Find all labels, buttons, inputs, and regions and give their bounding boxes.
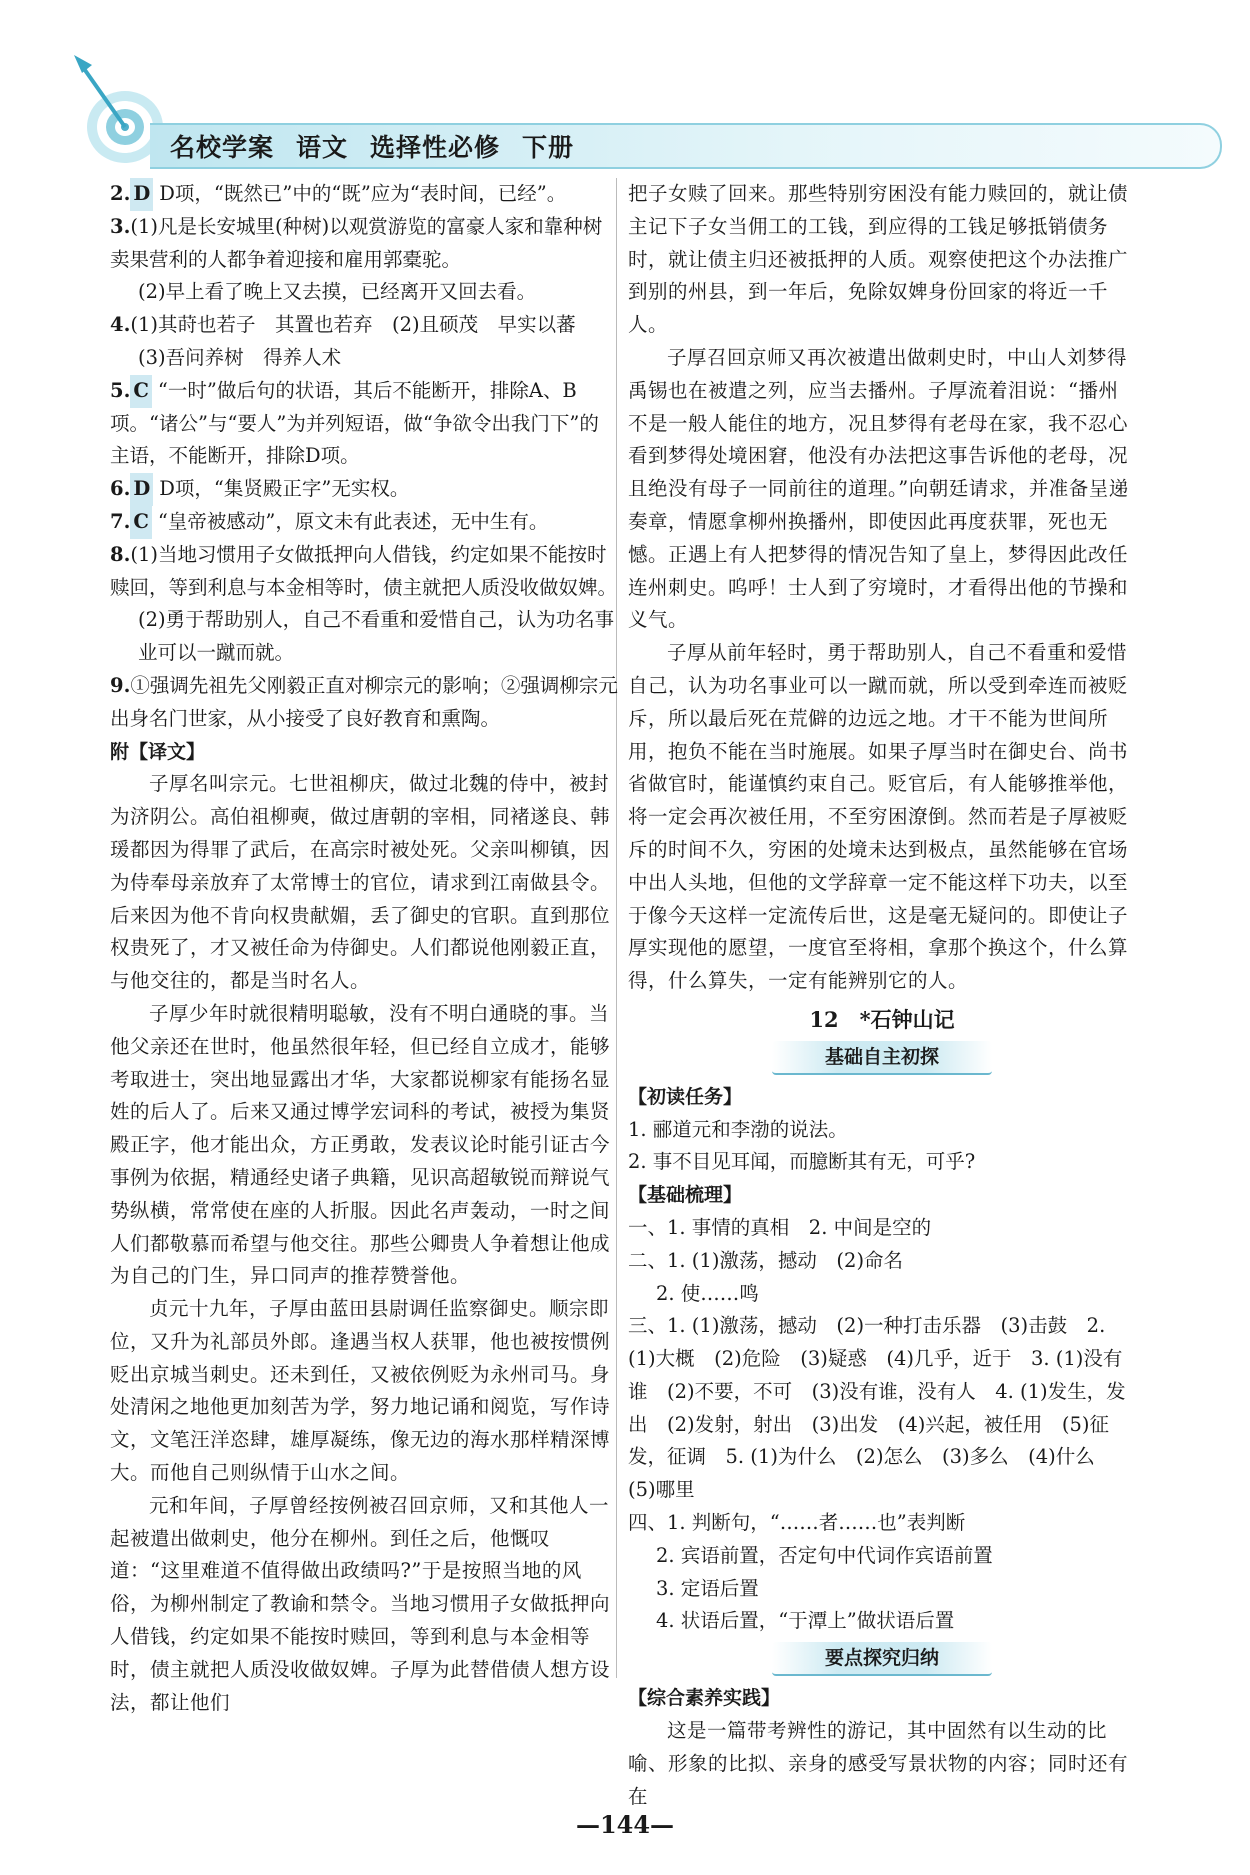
answer-2: 2. D D项，“既然已”中的“既”应为“表时间，已经”。 (110, 178, 618, 211)
answer-7: 7. C “皇帝被感动”，原文未有此表述，无中生有。 (110, 506, 618, 539)
left-column (110, 178, 618, 1719)
basics-item: 二、1. (1)激荡，撼动 (2)命名 (628, 1248, 904, 1272)
section-banner: 要点探究归纳 (772, 1642, 992, 1676)
answer-5: 5. C “一时”做后句的状语，其后不能断开，排除A、B项。“诸公”与“要人”为并列短语，做“争欲令出我门下”的主语，不能断开，排除D项。 (110, 375, 618, 473)
translation-paragraph: 子厚从前年轻时，勇于帮助别人，自己不看重和爱惜自己，认为功名事业可以一蹴而就，所以受到牵连而被贬斥，所以最后死在荒僻的边远之地。才干不能为世间所用，抱负不能在当时施展。如果子厚当时在御史台、尚书省做官时，能谨慎约束自己。贬官后，有人能够推举他，将一定会再次被任用，不至穷困潦倒。然而若是子厚被贬斥的时间不久，穷困的处境未达到极点，虽然能够在官场中出人头地，但他的文学辞章一定不能这样下功夫，以至于像今天这样一定流传后世，这是毫无疑问的。即使让子厚实现他的愿望，一度官至将相，拿那个换这个，什么算得，什么算失，一定有能辨别它的人。 (628, 641, 1129, 993)
translation-paragraph: 子厚少年时就很精明聪敏，没有不明白通晓的事。当他父亲还在世时，他虽然很年轻，但已经自立成才，能够考取进士，突出地显露出才华，大家都说柳家有能扬名显姓的后人了。后来又通过博学宏词科的考试，被授为集贤殿正字，他才能出众，方正勇敢，发表议论时能引证古今事例为依据，精通经史诸子典籍，见识高超敏锐而辩说气势纵横，常常使在座的人折服。因此名声轰动，一时之间人们都敬慕而希望与他交往。那些公卿贵人争着想让他成为自己的门生，异口同声的推荐赞誉他。 (110, 1001, 611, 1288)
appendix-heading: 附【译文】 (110, 740, 206, 763)
book-name: 名校学案 (170, 133, 275, 162)
basics-heading: 【基础梳理】 (628, 1184, 743, 1207)
answer-3: 3.(1)凡是长安城里(种树)以观赏游览的富豪人家和靠种树卖果营利的人都争着迎接和雇用郭橐驼。 (110, 214, 603, 271)
volume: 下册 (522, 133, 575, 162)
section-banner: 基础自主初探 (772, 1041, 992, 1075)
answer-8-part2: (2)勇于帮助别人，自己不看重和爱惜自己，认为功名事业可以一蹴而就。 (138, 608, 615, 665)
translation-paragraph: 把子女赎了回来。那些特别穷困没有能力赎回的，就让债主记下子女当佣工的工钱，到应得的工钱足够抵销债务时，就让债主归还被抵押的人质。观察使把这个办法推广到别的州县，到一年后，免除奴婢身份回家的将近一千人。 (628, 182, 1129, 337)
answer-choice: D (130, 178, 153, 211)
practice-paragraph: 这是一篇带考辨性的游记，其中固然有以生动的比喻、形象的比拟、亲身的感受写景状物的内容；同时还有在 (628, 1719, 1129, 1808)
translation-paragraph: 子厚名叫宗元。七世祖柳庆，做过北魏的侍中，被封为济阴公。高伯祖柳奭，做过唐朝的宰相，同褚遂良、韩瑗都因为得罪了武后，在高宗时被处死。父亲叫柳镇，因为侍奉母亲放弃了太常博士的官位，请求到江南做县令。后来因为他不肯向权贵献媚，丢了御史的官职。直到那位权贵死了，才又被任命为侍御史。人们都说他刚毅正直，与他交往的，都是当时名人。 (110, 772, 611, 993)
answer-8: 8.(1)当地习惯用子女做抵押向人借钱，约定如果不能按时赎回，等到利息与本金相等时，债主就把人质没收做奴婢。 (110, 542, 618, 599)
task-item: 2. 事不目见耳闻，而臆断其有无，可乎? (628, 1150, 976, 1174)
answer-4: 4.(1)其莳也若子 其置也若弃 (2)且硕茂 早实以蕃 (110, 313, 576, 337)
answer-6: 6. D D项，“集贤殿正字”无实权。 (110, 473, 618, 506)
translation-paragraph: 贞元十九年，子厚由蓝田县尉调任监察御史。顺宗即位，又升为礼部员外郎。逢遇当权人获罪，他也被按惯例贬出京城当刺史。还未到任，又被依例贬为永州司马。身处清闲之地他更加刻苦为学，努力地记诵和阅览，写作诗文，文笔汪洋恣肆，雄厚凝练，像无边的海水那样精深博大。而他自己则纵情于山水之间。 (110, 1297, 611, 1485)
page-header (70, 55, 1150, 175)
answer-3-part2: (2)早上看了晚上又去摸，已经离开又回去看。 (138, 280, 537, 304)
answer-choice: C (130, 375, 152, 408)
basics-item: 2. 宾语前置，否定句中代词作宾语前置 (656, 1543, 993, 1567)
header-title (170, 128, 596, 164)
lesson-title: 12 *石钟山记 (809, 1006, 955, 1032)
answer-4-part2: (3)吾问养树 得养人术 (138, 345, 342, 369)
translation-paragraph: 元和年间，子厚曾经按例被召回京师，又和其他人一起被遣出做刺史，他分在柳州。到任之后，他慨叹道：“这里难道不值得做出政绩吗?”于是按照当地的风俗，为柳州制定了教谕和禁令。当地习惯用子女做抵押向人借钱，约定如果不能按时赎回，等到利息与本金相等时，债主就把人质没收做奴婢。子厚为此替借债人想方设法，都让他们 (110, 1493, 611, 1714)
task-item: 1. 郦道元和李渤的说法。 (628, 1117, 848, 1141)
task-heading: 【初读任务】 (628, 1085, 743, 1108)
answer-choice: C (130, 506, 152, 539)
answer-9: 9.①强调先祖先父刚毅正直对柳宗元的影响；②强调柳宗元出身名门世家，从小接受了良好教育和熏陶。 (110, 673, 618, 730)
series: 选择性必修 (370, 133, 501, 162)
answer-choice: D (130, 473, 153, 506)
page-number: —144— (575, 1810, 675, 1839)
basics-item: 四、1. 判断句，“……者……也”表判断 (628, 1511, 966, 1535)
subject: 语文 (296, 133, 349, 162)
basics-item: 3. 定语后置 (656, 1576, 759, 1600)
basics-item: 三、1. (1)激荡，撼动 (2)一种打击乐器 (3)击鼓 2. (1)大概 (2)危险 (3)疑惑 (4)几乎，近于 3. (1)没有谁 (2)不要，不可 (3)没有谁，没有人 4. (1)发生，发出 (2)发射，射出 (3)出发 (4)兴起，被任用 (5)征发，征调 5. (1)为什么 (2)怎么 (3)多么 (4)什么 (5)哪里 (628, 1314, 1126, 1502)
basics-item: 一、1. 事情的真相 2. 中间是空的 (628, 1215, 932, 1239)
right-column (628, 178, 1136, 1813)
practice-heading: 【综合素养实践】 (628, 1687, 781, 1710)
basics-item: 2. 使……鸣 (656, 1281, 759, 1305)
translation-paragraph: 子厚召回京师又再次被遣出做刺史时，中山人刘梦得禹锡也在被遣之列，应当去播州。子厚流着泪说：“播州不是一般人能住的地方，况且梦得有老母在家，我不忍心看到梦得处境困窘，他没有办法把这事告诉他的老母，况且绝没有母子一同前往的道理。”向朝廷请求，并准备呈递奏章，情愿拿柳州换播州，即使因此再度获罪，死也无憾。正遇上有人把梦得的情况告知了皇上，梦得因此改任连州刺史。呜呼！士人到了穷境时，才看得出他的节操和义气。 (628, 345, 1129, 632)
basics-item: 4. 状语后置，“于潭上”做状语后置 (656, 1609, 955, 1633)
